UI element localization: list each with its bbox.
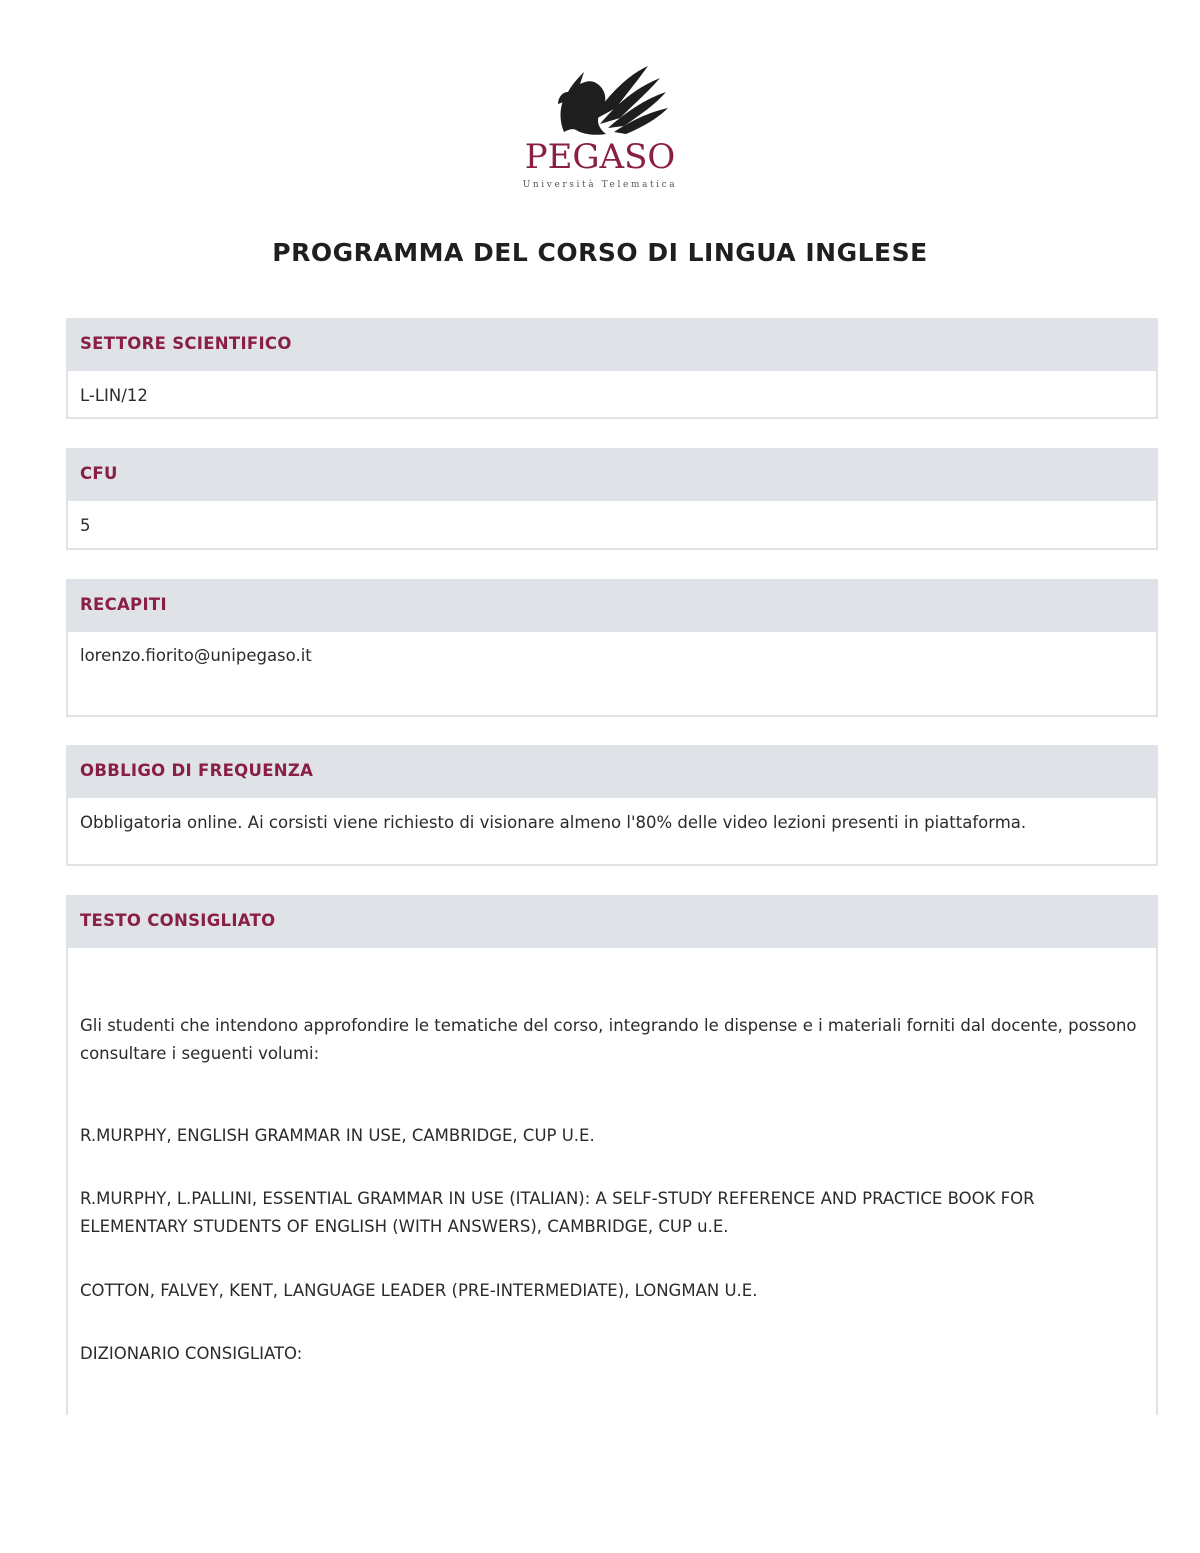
pegasus-head-icon (520, 62, 680, 194)
book-reference: R.MURPHY, L.PALLINI, ESSENTIAL GRAMMAR IN USE (ITALIAN): A SELF-STUDY REFERENCE AND PRACTICE BOOK FOR ELEMENTARY STUDENTS OF ENGLISH (WITH ANSWERS), CAMBRIDGE, CUP u.E. (80, 1189, 1035, 1236)
book-reference: R.MURPHY, ENGLISH GRAMMAR IN USE, CAMBRIDGE, CUP U.E. (80, 1126, 595, 1145)
section-settore-scientifico (66, 318, 1158, 419)
section-obbligo-frequenza (66, 745, 1158, 866)
section-heading: TESTO CONSIGLIATO (68, 897, 1156, 948)
logo-name: PEGASO (524, 137, 676, 177)
page-title: PROGRAMMA DEL CORSO DI LINGUA INGLESE (272, 238, 928, 267)
section-heading: SETTORE SCIENTIFICO (68, 320, 1156, 371)
pegaso-logo (520, 62, 680, 194)
section-heading: RECAPITI (68, 581, 1156, 632)
section-cfu (66, 448, 1158, 550)
section-value: Obbligatoria online. Ai corsisti viene richiesto di visionare almeno l'80% delle video lezioni presenti in piattaforma. (80, 813, 1027, 832)
section-heading: CFU (68, 450, 1156, 501)
section-recapiti (66, 579, 1158, 717)
logo-subtitle: Università Telematica (522, 180, 678, 190)
intro-paragraph: Gli studenti che intendono approfondire le tematiche del corso, integrando le dispense e i materiali forniti dal docente, possono consultare i seguenti volumi: (80, 1016, 1137, 1063)
section-value: L-LIN/12 (80, 386, 148, 405)
book-reference: COTTON, FALVEY, KENT, LANGUAGE LEADER (PRE-INTERMEDIATE), LONGMAN U.E. (80, 1281, 758, 1300)
section-testo-consigliato (66, 895, 1158, 1415)
section-value: 5 (80, 516, 91, 535)
section-content (68, 948, 1156, 1368)
section-heading: OBBLIGO DI FREQUENZA (68, 747, 1156, 798)
dictionary-heading: DIZIONARIO CONSIGLIATO: (80, 1344, 303, 1363)
contact-email[interactable]: lorenzo.fiorito@unipegaso.it (80, 646, 312, 665)
